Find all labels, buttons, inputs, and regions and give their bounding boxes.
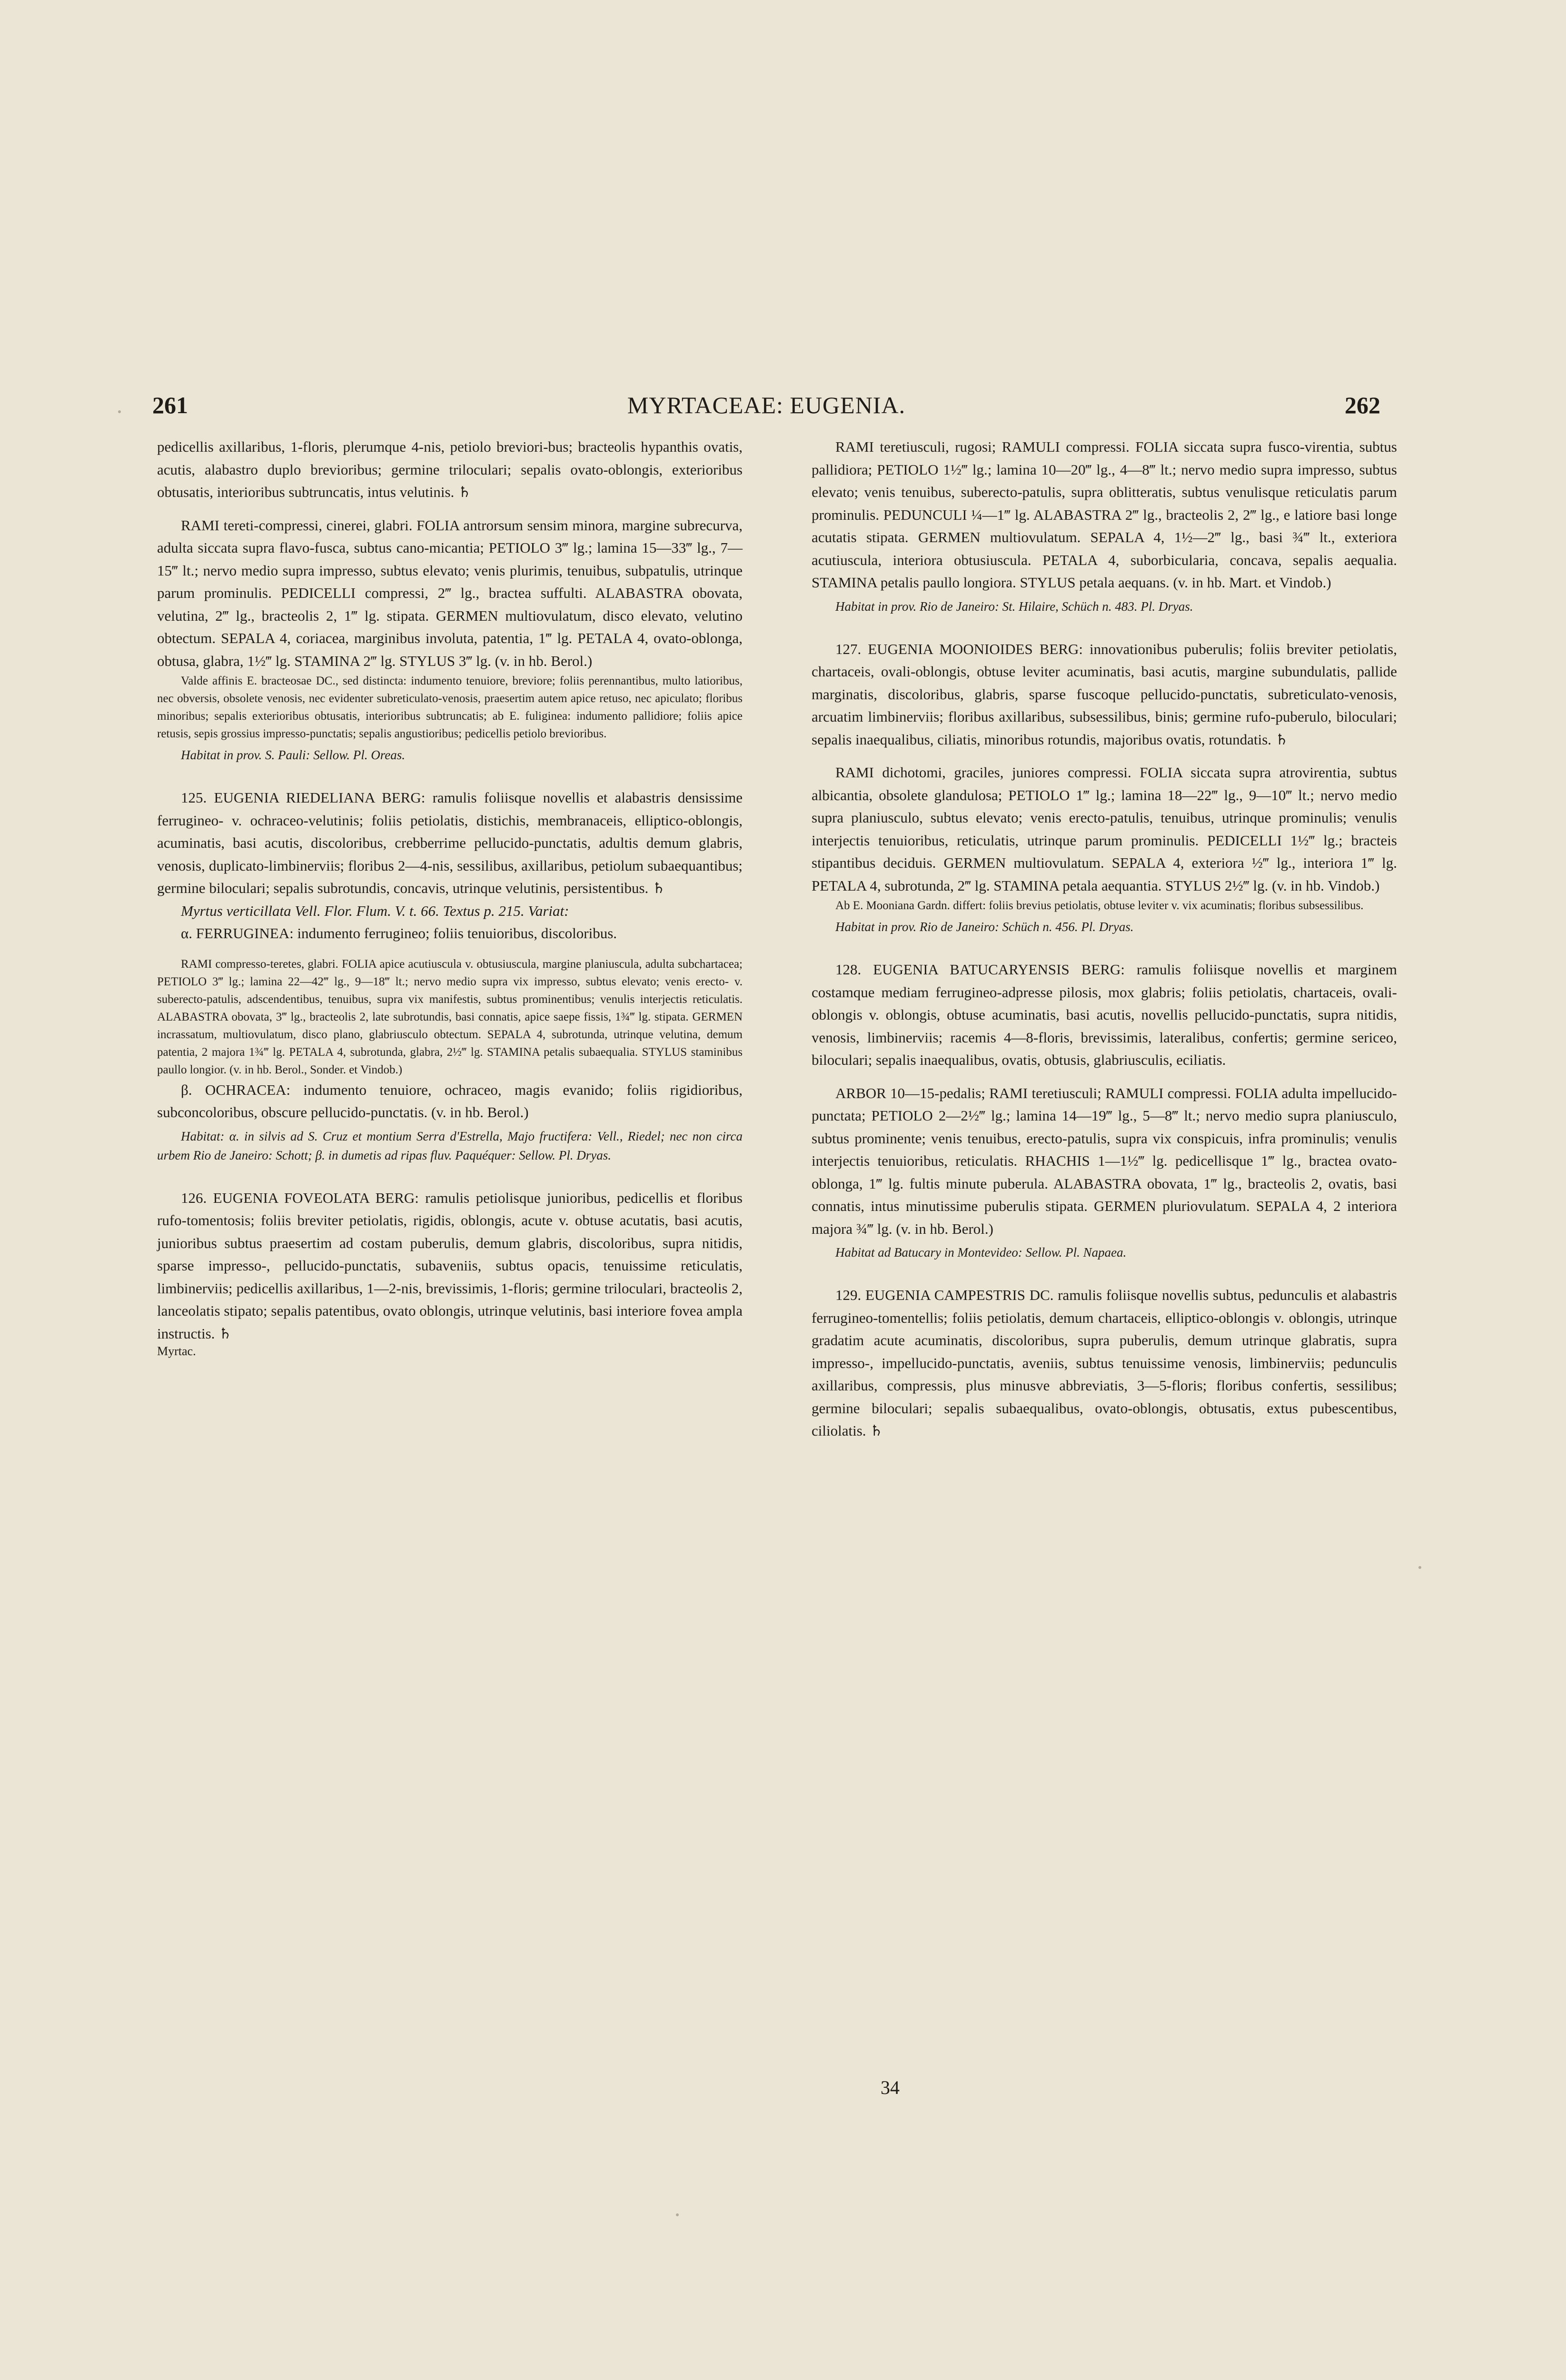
- variety-beta: β. OCHRACEA: indumento tenuiore, ochraceo, magis evanido; foliis rigidioribus, subconcoloribus, obscure pellucido-punctatis. (v. in hb. Berol.): [157, 1081, 743, 1121]
- species-126-diagnosis: 126. EUGENIA FOVEOLATA BERG: ramulis petiolisque junioribus, pedicellis et floribus rufo-tomentosis; foliis breviter petiolatis, rigidis, oblongis, acute v. obtuse acutatis, basi acutis, junioribus subtus praesertim ad costam puberulis, demum glabris, discoloribus, supra nitidis, sparse impresso-, pellucido-punctatis, subaveniis, subtus opacis, tenuissime reticulatis, limbinerviis; pedicellis axillaribus, 1—2-nis, brevissimis, 1-floris; germine triloculari, bracteolis 2, lanceolatis stipato; sepalis patentibus, ovato oblongis, utrinque velutinis, basi interiore fovea ampla instructis. ♄: [157, 1189, 743, 1342]
- paper-speck: [118, 410, 121, 413]
- species-129-diagnosis: 129. EUGENIA CAMPESTRIS DC. ramulis foliisque novellis subtus, pedunculis et alabastris ferrugineo-tomentellis; foliis petiolatis, demum chartaceis, elliptico-oblongis v. oblongis, utrinque gradatim acute acuminatis, discoloribus, supra puberulis, demum utrinque glabratis, supra impresso-, impellucido-punctatis, aveniis, subtus tenuissime venosis, limbinerviis; pedunculis axillaribus, compressis, plus minusve abbreviatis, 3—5-floris; floribus confertis, sessilibus; germine biloculari; sepalis subaequalibus, ovato-oblongis, obtusatis, extus pubescentibus, ciliolatis. ♄: [812, 1287, 1397, 1439]
- habitat-line: Habitat in prov. Rio de Janeiro: Schüch n. 456. Pl. Dryas.: [835, 920, 1134, 934]
- paper-speck: [1418, 1566, 1421, 1569]
- running-title: MYRTACEAE: EUGENIA.: [627, 392, 906, 418]
- habitat-line: Habitat in prov. S. Pauli: Sellow. Pl. Oreas.: [181, 748, 405, 762]
- right-column: [812, 436, 1397, 1442]
- species-125-diagnosis: 125. EUGENIA RIEDELIANA BERG: ramulis foliisque novellis et alabastris densissime ferrugineo- v. ochraceo-velutinis; foliis petiolatis, distichis, membranaceis, elliptico-oblongis, acuminatis, basi acutis, discoloribus, crebberrime pellucido-punctatis, adultis demum glabris, venosis, duplicato-limbinerviis; floribus 2—4-nis, sessilibus, axillaribus, petiolum subaequantibus; germine biloculari; sepalis subrotundis, concavis, utrinque velutinis, persistentibus. ♄: [157, 789, 743, 896]
- description-paragraph: ARBOR 10—15-pedalis; RAMI teretiusculi; RAMULI compressi. FOLIA adulta impellucido-punctata; PETIOLO 2—2½‴ lg.; lamina 14—19‴ lg., 5—8‴ lt.; nervo medio supra planiusculo, subtus prominente; venis tenuibus, erecto-patulis, supra vix conspicuis, infra prominulis; venulis interjectis tenuioribus, reticulatis. RHACHIS 1—1½‴ lg. pedicellisque 1‴ lg., bractea ovato-oblonga, 1‴ lg. fultis minute puberula. ALABASTRA obovata, 1‴ lg., bracteolis 2, ovatis, basi connatis, intus minutissime puberulis stipata. GERMEN pluriovulatum. SEPALA 4, 2 interiora majora ¾‴ lg. (v. in hb. Berol.): [812, 1084, 1397, 1237]
- description-paragraph: RAMI tereti-compressi, cinerei, glabri. FOLIA antrorsum sensim minora, margine subrecurva, adulta siccata supra flavo-fusca, subtus cano-micantia; PETIOLO 3‴ lg.; lamina 15—33‴ lg., 7—15‴ lt.; nervo medio supra impresso, subtus elevato; venis plurimis, tenuibus, subpatulis, utrinque parum prominulis. PEDICELLI compressi, 2‴ lg., bractea suffulti. ALABASTRA obovata, velutina, 2‴ lg., bracteolis 2, 1‴ lg. stipata. GERMEN multiovulatum, disco elevato, velutino obtectum. SEPALA 4, coriacea, marginibus involuta, patentia, 1‴ lg. PETALA 4, ovato-oblonga, obtusa, glabra, 1½‴ lg. STAMINA 2‴ lg. STYLUS 3‴ lg. (v. in hb. Berol.): [157, 516, 743, 669]
- note-paragraph: Valde affinis E. bracteosae DC., sed distincta: indumento tenuiore, breviore; foliis perennantibus, multo latioribus, nec obversis, obsolete venosis, nec evidenter subreticulato-venosis, praesertim autem apice retuso, nec apiculato; floribus minoribus; sepalis exterioribus obtusatis, interioribus subtruncatis; ab E. fuliginea: indumento pallidiore; foliis apice retusis, sepis grossius impresso-punctatis; sepalis angustioribus; pedicellis petiolo brevioribus.: [157, 674, 743, 740]
- habitat-line: Habitat ad Batucary in Montevideo: Sellow. Pl. Napaea.: [835, 1245, 1127, 1259]
- species-127-diagnosis: 127. EUGENIA MOONIOIDES BERG: innovationibus puberulis; foliis breviter petiolatis, chartaceis, ovali-oblongis, obtuse leviter acuminatis, basi acutis, margine subundulatis, pallide marginatis, discoloribus, glabris, sparse fuscoque pellucido-punctatis, subreticulato-venosis, arcuatim limbinerviis; floribus axillaribus, subsessilibus, binis; germine rufo-puberulo, biloculari; sepalis inaequalibus, ciliatis, minoribus rotundis, majoribus ovatis, rotundatis. ♄: [812, 640, 1397, 748]
- description-paragraph: RAMI teretiusculi, rugosi; RAMULI compressi. FOLIA siccata supra fusco-virentia, subtus pallidiora; PETIOLO 1½‴ lg.; lamina 10—20‴ lg., 4—8‴ lt.; nervo medio supra impresso, subtus elevato; venis tenuibus, suberecto-patulis, supra oblitteratis, subtus venulisque reticulatis parum prominulis. PEDUNCULI ¼—1‴ lg. ALABASTRA 2‴ lg., bracteolis 2, 2‴ lg., e latiore basi longe acutatis stipata. GERMEN multiovulatum. SEPALA 4, 1½—2‴ lg., basi ¾‴ lt., exteriora acutiuscula, interiora obtusiuscula. PETALA 4, suborbicularia, concava, sepalis aequalia. STAMINA petalis paullo longiora. STYLUS petala aequans. (v. in hb. Mart. et Vindob.): [812, 438, 1397, 591]
- sheet-signature-number: 34: [881, 2077, 900, 2098]
- paper-speck: [676, 2213, 679, 2216]
- species-128-diagnosis: 128. EUGENIA BATUCARYENSIS BERG: ramulis foliisque novellis et marginem costamque mediam ferrugineo-adpresse pilosis, mox glabris; foliis petiolatis, chartaceis, ovali-oblongis v. oblongis, obtuse acuminatis, basi acutis, novellis pellucido-punctatis, supra nitidis, venosis, limbinerviis; racemis 4—8-floris, brevissimis, lateralibus, confertis; germine sericeo, biloculari; sepalis inaequalibus, ovatis, obtusis, glabriusculis, eciliatis.: [812, 961, 1397, 1068]
- right-page-number: 262: [1345, 392, 1380, 418]
- synonym-line: Myrtus verticillata Vell. Flor. Flum. V. t. 66. Textus p. 215. Variat:: [181, 902, 569, 919]
- running-header: [152, 391, 1380, 420]
- description-paragraph: RAMI dichotomi, graciles, juniores compressi. FOLIA siccata supra atrovirentia, subtus albicantia, obsolete glandulosa; PETIOLO 1‴ lg.; lamina 18—22‴ lg., 9—10‴ lt.; nervo medio supra planiusculo, subtus elevato; venis erecto-patulis, tenuibus, utrinque prominulis; venulis interjectis tenuioribus, reticulatis, utrinque parum prominulis. PEDICELLI 1½‴ lg.; bracteis stipantibus deciduis. GERMEN multiovulatum. SEPALA 4, exteriora ½‴ lg., interiora 1‴ lg. PETALA 4, subrotunda, 2‴ lg. STAMINA petala aequantia. STYLUS 2½‴ lg. (v. in hb. Vindob.): [812, 764, 1397, 894]
- note-paragraph: Ab E. Mooniana Gardn. differt: foliis brevius petiolatis, obtuse leviter v. vix acuminatis; floribus subsessilibus.: [835, 899, 1364, 912]
- variety-alpha: α. FERRUGINEA: indumento ferrugineo; foliis tenuioribus, discoloribus.: [181, 925, 617, 942]
- signature-mark: Myrtac.: [157, 1344, 196, 1358]
- description-paragraph: RAMI compresso-teretes, glabri. FOLIA apice acutiuscula v. obtusiuscula, margine planiuscula, adulta subchartacea; PETIOLO 3‴ lg.; lamina 22—42‴ lg., 9—18‴ lt.; nervo medio supra vix impresso, subtus elevato; venis erecto- v. suberecto-patulis, adscendentibus, tenuibus, supra vix manifestis, subtus prominentibus; venulis interjectis reticulatis. ALABASTRA obovata, 3‴ lg., bracteolis 2, late subrotundis, basi connatis, apice saepe fissis, 1¾‴ lg. stipata. GERMEN incrassatum, multiovulatum, disco plano, glabriusculo obtectum. SEPALA 4, subrotunda, utrinque velutina, demum patentia, 2 majora 1¾‴ lg. PETALA 4, subrotunda, glabra, 2½‴ lg. STAMINA petalis subaequalia. STYLUS staminibus paullo longior. (v. in hb. Berol., Sonder. et Vindob.): [157, 957, 743, 1076]
- habitat-line: Habitat: α. in silvis ad S. Cruz et montium Serra d'Estrella, Majo fructifera: Vell., Riedel; nec non circa urbem Rio de Janeiro: Schott; β. in dumetis ad ripas fluv. Paquéquer: Sellow. Pl. Dryas.: [157, 1129, 743, 1162]
- left-column: [157, 436, 743, 1361]
- left-page-number: 261: [152, 392, 188, 418]
- habitat-line: Habitat in prov. Rio de Janeiro: St. Hilaire, Schüch n. 483. Pl. Dryas.: [835, 599, 1193, 614]
- paragraph: pedicellis axillaribus, 1-floris, plerumque 4-nis, petiolo breviori-bus; bracteolis hypanthis ovatis, acutis, alabastro duplo brevioribus; germine triloculari; sepalis ovato-oblongis, exterioribus obtusatis, interioribus subtruncatis, intus velutinis. ♄: [157, 438, 743, 500]
